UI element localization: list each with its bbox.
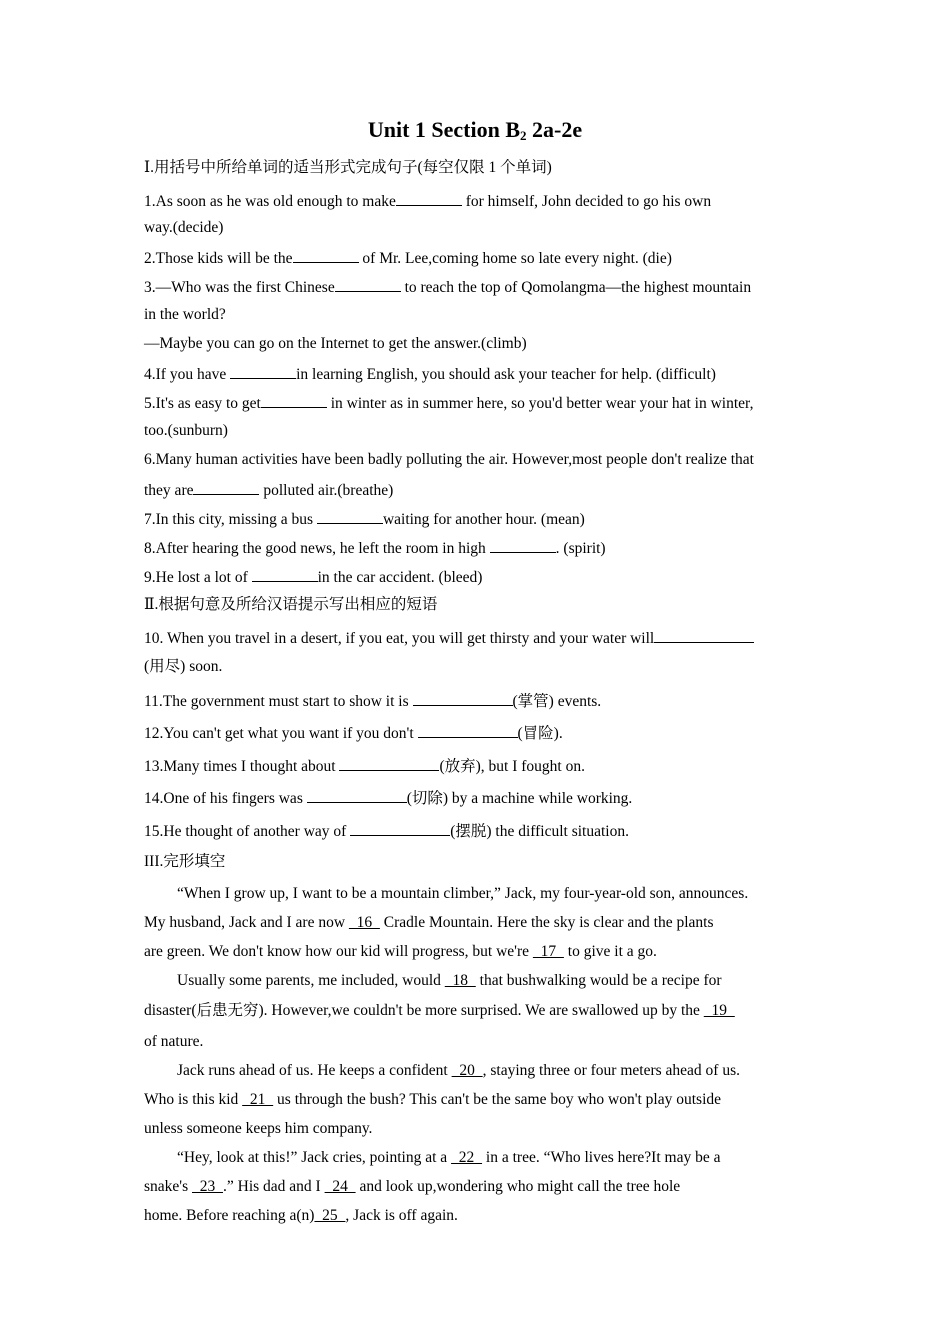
question-7: 7.In this city, missing a bus waiting for another hour. (mean)	[144, 508, 585, 530]
question-6: 6.Many human activities have been badly polluting the air. However,most people don't realize that	[144, 451, 754, 468]
answer-blank[interactable]	[350, 820, 450, 836]
answer-blank[interactable]	[335, 276, 401, 292]
question-3-cont: in the world?	[144, 306, 226, 323]
answer-blank[interactable]	[261, 392, 327, 408]
question-2: 2.Those kids will be the of Mr. Lee,coming home so late every night. (die)	[144, 247, 672, 269]
answer-blank[interactable]	[396, 190, 462, 206]
answer-blank[interactable]	[293, 247, 359, 263]
question-10: 10. When you travel in a desert, if you eat, you will get thirsty and your water will	[144, 627, 754, 649]
passage-line: “Hey, look at this!” Jack cries, pointing at a 22 in a tree. “Who lives here?It may be a	[177, 1149, 721, 1166]
question-5-cont: too.(sunburn)	[144, 422, 228, 439]
question-13: 13.Many times I thought about (放弃), but I fought on.	[144, 755, 585, 777]
passage-line: My husband, Jack and I are now 16 Cradle Mountain. Here the sky is clear and the plants	[144, 914, 714, 931]
question-3-reply: —Maybe you can go on the Internet to get the answer.(climb)	[144, 335, 527, 352]
blank-18[interactable]: 18	[444, 972, 476, 989]
passage-line: are green. We don't know how our kid will progress, but we're 17 to give it a go.	[144, 943, 657, 960]
passage-line: “When I grow up, I want to be a mountain climber,” Jack, my four-year-old son, announces.	[177, 885, 749, 902]
passage-line: Who is this kid 21 us through the bush? This can't be the same boy who won't play outside	[144, 1091, 722, 1108]
passage-line: of nature.	[144, 1033, 204, 1050]
question-6-cont: they are polluted air.(breathe)	[144, 479, 393, 501]
blank-20[interactable]: 20	[451, 1062, 483, 1079]
question-15: 15.He thought of another way of (摆脱) the difficult situation.	[144, 820, 629, 842]
passage-line: Usually some parents, me included, would 18 that bushwalking would be a recipe for	[177, 972, 722, 989]
answer-blank[interactable]	[317, 508, 383, 524]
question-1-cont: way.(decide)	[144, 219, 224, 236]
passage-line: disaster(后患无穷). However,we couldn't be more surprised. We are swallowed up by the 19	[144, 1002, 735, 1019]
answer-blank[interactable]	[490, 537, 556, 553]
blank-24[interactable]: 24	[324, 1178, 356, 1195]
blank-17[interactable]: 17	[532, 943, 564, 960]
question-5: 5.It's as easy to get in winter as in summer here, so you'd better wear your hat in winter,	[144, 392, 753, 414]
blank-25[interactable]: 25	[314, 1207, 346, 1224]
answer-blank[interactable]	[307, 787, 407, 803]
answer-blank[interactable]	[418, 722, 518, 738]
part2-heading: Ⅱ.根据句意及所给汉语提示写出相应的短语	[144, 596, 438, 613]
part3-heading: III.完形填空	[144, 853, 226, 870]
question-9: 9.He lost a lot of in the car accident. (bleed)	[144, 566, 482, 588]
blank-16[interactable]: 16	[348, 914, 380, 931]
title-main: Unit 1 Section B	[367, 117, 521, 142]
answer-blank[interactable]	[654, 627, 754, 643]
question-12: 12.You can't get what you want if you don't (冒险).	[144, 722, 563, 744]
passage-line: home. Before reaching a(n) 25 , Jack is off again.	[144, 1207, 458, 1224]
answer-blank[interactable]	[193, 479, 259, 495]
blank-23[interactable]: 23	[192, 1178, 223, 1195]
passage-line: snake's 23 .” His dad and I 24 and look up,wondering who might call the tree hole	[144, 1178, 681, 1195]
answer-blank[interactable]	[413, 690, 513, 706]
question-4: 4.If you have in learning English, you should ask your teacher for help. (difficult)	[144, 363, 716, 385]
question-10-cont: (用尽) soon.	[144, 658, 223, 675]
passage-line: unless someone keeps him company.	[144, 1120, 373, 1137]
part1-heading: Ⅰ.用括号中所给单词的适当形式完成句子(每空仅限 1 个单词)	[144, 159, 552, 176]
question-11: 11.The government must start to show it is (掌管) events.	[144, 690, 601, 712]
page-title	[0, 116, 950, 144]
question-14: 14.One of his fingers was (切除) by a machine while working.	[144, 787, 632, 809]
answer-blank[interactable]	[339, 755, 439, 771]
passage-line: Jack runs ahead of us. He keeps a confident 20 , staying three or four meters ahead of us.	[177, 1062, 740, 1079]
blank-19[interactable]: 19	[703, 1002, 735, 1019]
blank-21[interactable]: 21	[242, 1091, 274, 1108]
title-tail: 2a-2e	[526, 117, 583, 142]
answer-blank[interactable]	[252, 566, 318, 582]
question-8: 8.After hearing the good news, he left the room in high . (spirit)	[144, 537, 606, 559]
question-1: 1.As soon as he was old enough to make for himself, John decided to go his own	[144, 190, 711, 212]
question-3: 3.—Who was the first Chinese to reach the top of Qomolangma—the highest mountain	[144, 276, 751, 298]
title-subscript: 2	[520, 128, 527, 143]
answer-blank[interactable]	[230, 363, 296, 379]
blank-22[interactable]: 22	[451, 1149, 483, 1166]
